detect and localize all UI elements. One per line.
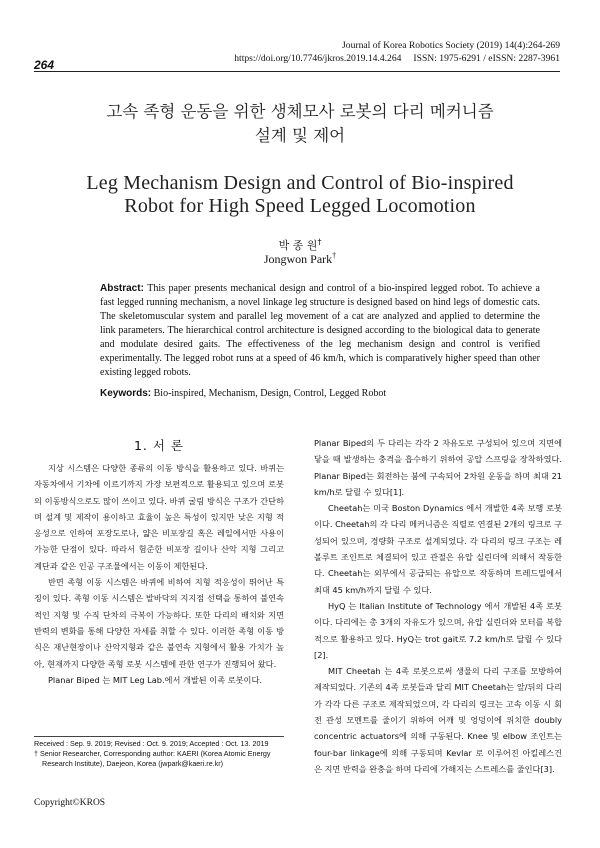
journal-doi-issn: https://doi.org/10.7746/jkros.2019.14.4.264 ISSN: 1975-6291 / eISSN: 2287-3961 xyxy=(234,52,560,64)
body-paragraph: MIT Cheetah 는 4족 로봇으로써 생물의 다리 구조를 모방하여 제작되었다. 기존의 4족 로봇들과 달리 MIT Cheetah는 앞/뒤의 다리가 각각 다른 구조로 제작되었으며, 각 다리의 링크는 고속 이동 시 회전 관성 모멘트를 줄이기 위하여 어깨 및 엉덩이에 위치한 doubly concentric actuators에 의해 구동된다. Knee 및 elbow 조인트는 four-bar linkage에 의해 구동되며 Kevlar 로 이루어진 아킬레스건은 지면 반력을 완충을 하며 다리에 가해지는 스트레스를 줄인다[3]. xyxy=(314,666,562,774)
author-korean xyxy=(0,237,600,253)
title-english xyxy=(40,172,560,217)
right-column xyxy=(314,435,562,777)
body-paragraph: Cheetah는 미국 Boston Dynamics 에서 개발한 4족 보행 로봇이다. Cheetah의 각 다리 메커니즘은 직렬로 연결된 2개의 링크로 구성되어 있으며, 경량화 구조로 설계되었다. 각 다리의 링크 구조는 레볼루트 조인트로 체결되어 있고 관절은 유압 실린더에 의해서 작동한다. Cheetah는 외부에서 공급되는 유압으로 작동하며 트레드밀에서 최대 45 km/h까지 달릴 수 있다. xyxy=(314,503,562,595)
title-korean-line1: 고속 족형 운동을 위한 생체모사 로봇의 다리 메커니즘 xyxy=(106,102,494,121)
keywords-text: Bio-inspired, Mechanism, Design, Control, Legged Robot xyxy=(151,388,387,399)
page-number: 264 xyxy=(34,58,55,72)
keywords xyxy=(100,387,540,401)
footnotes xyxy=(34,739,292,770)
received-dates: Received : Sep. 9. 2019; Revised : Oct. 9. 2019; Accepted : Oct. 13. 2019 xyxy=(34,739,269,748)
journal-info xyxy=(234,40,560,65)
author-name-korean: 박 종 원 xyxy=(278,239,318,252)
title-korean-line2: 설계 및 제어 xyxy=(254,126,346,145)
keywords-label: Keywords: xyxy=(100,388,152,399)
abstract-label: Abstract: xyxy=(100,283,144,294)
author-name-english: Jongwon Park xyxy=(263,252,333,266)
body-paragraph: 지상 시스템은 다양한 종류의 이동 방식을 활용하고 있다. 바퀴는 자동차에서 기차에 이르기까지 가장 보편적으로 활용되고 있으며 로봇의 이동방식으로도 많이 쓰이고 있다. 바퀴 굴림 방식은 구조가 간단하며 설계 및 제작이 용이하고 효율이 높은 특성이 있지만 낮은 지형 적응성으로 인하여 포장도로나, 얇은 비포장길 혹은 레일에서만 사용이 가능한 단점이 있다. 따라서 험준한 비포장 길이나 산악 지형 그리고 계단과 같은 인공 구조물에서는 이동이 제한된다. xyxy=(34,463,284,571)
author-affiliation: † Senior Researcher, Corresponding author: KAERI (Korea Atomic Energy Research Institute), Daejeon, Korea (jwpark@kaeri.re.kr) xyxy=(34,749,271,769)
author-mark: † xyxy=(332,251,337,260)
body-paragraph: Planar Biped 는 MIT Leg Lab.에서 개발된 이족 로봇이다. xyxy=(48,674,262,685)
copyright: Copyright©KROS xyxy=(34,798,106,808)
author-mark: † xyxy=(317,237,322,247)
footnote-rule xyxy=(34,736,284,737)
left-column xyxy=(34,460,284,688)
journal-citation: Journal of Korea Robotics Society (2019) 14(4):264-269 xyxy=(342,40,560,51)
header-rule xyxy=(34,71,560,72)
title-korean xyxy=(40,100,560,148)
abstract xyxy=(100,282,540,380)
body-paragraph: HyQ 는 Italian Institute of Technology 에서 개발된 4족 로봇이다. 다리에는 총 3개의 자유도가 있으며, 유압 실린더와 모터를 복합적으로 활용하고 있다. HyQ는 trot gait로 7.2 km/h로 달릴 수 있다[2]. xyxy=(314,600,562,660)
title-english-line1: Leg Mechanism Design and Control of Bio-inspired xyxy=(86,172,514,194)
section-heading-introduction: 1. 서 론 xyxy=(133,438,185,453)
body-paragraph: Planar Biped의 두 다리는 각각 2 자유도로 구성되어 있으며 지면에 닿을 때 발생하는 충격을 흡수하기 위하여 공압 스프링을 장착하였다. Planar Biped는 회전하는 붐에 구속되어 2차원 운동을 하며 최대 21 km/h로 달릴 수 있다[1]. xyxy=(314,438,562,497)
body-paragraph: 반면 족형 이동 시스템은 바퀴에 비하여 지형 적응성이 뛰어난 특징이 있다. 족형 이동 시스템은 발바닥의 지지점 선택을 통하여 불연속적인 지형 및 수직 단차의 극복이 가능하다. 또한 다리의 배치와 지면 반력의 변화를 통해 다양한 자세를 취할 수 있다. 이러한 족형 이동 방식은 재난현장이나 산악지형과 같은 불연속 지형에서 활용 가치가 높아, 현재까지 다양한 족형 로봇 시스템에 관한 연구가 진행되어 왔다. xyxy=(34,577,284,669)
title-english-line2: Robot for High Speed Legged Locomotion xyxy=(124,194,476,217)
author-english xyxy=(0,252,600,267)
abstract-text: This paper presents mechanical design and control of a bio-inspired legged robot. To achieve a fast legged running mechanism, a novel linkage leg structure is designed based on hind legs of domestic cats. The skeletomuscular system and parallel leg movement of a cat are analyzed and applied to determine the link parameters. The hierarchical control architecture is designed according to the biological data to generate and modulate desired gaits. The effectiveness of the leg mechanism design and control is verified experimentally. The legged robot runs at a speed of 46 km/h, which is comparatively higher speed than other existing legged robots. xyxy=(100,283,540,378)
